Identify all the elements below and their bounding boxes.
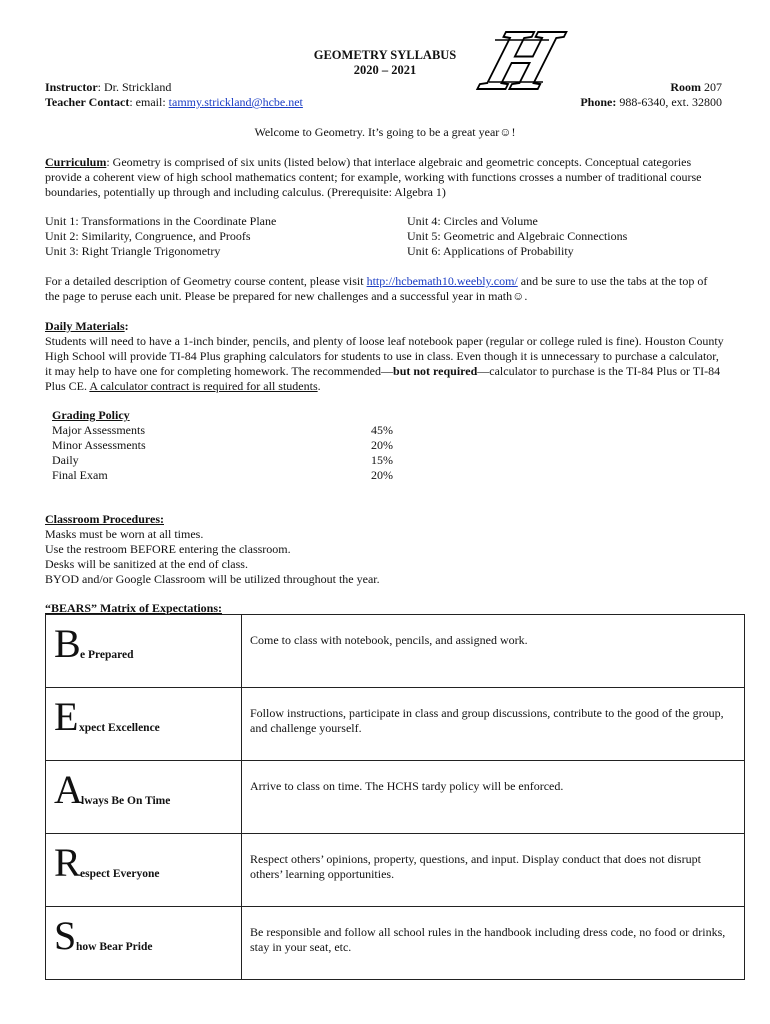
materials-text-2: —calculator to purchase is the TI-84 Plus or TI-84 Plus CE.	[45, 364, 721, 393]
grading-percent: 45%	[371, 423, 393, 437]
bears-key-cell	[46, 688, 242, 761]
table-row	[46, 615, 745, 688]
room-line	[670, 80, 722, 95]
room-label: Room	[670, 80, 701, 94]
grading-policy-title: Grading Policy	[52, 408, 130, 422]
bears-description: Arrive to class on time. The HCHS tardy policy will be enforced.	[242, 761, 745, 834]
units-left-column	[45, 214, 375, 259]
unit-item: Unit 2: Similarity, Congruence, and Proofs	[45, 229, 251, 243]
teacher-contact-line	[45, 95, 303, 110]
school-year: 2020 – 2021	[353, 63, 417, 77]
procedure-item: BYOD and/or Google Classroom will be utilized throughout the year.	[45, 572, 380, 586]
calculator-contract-note: A calculator contract is required for all students	[89, 379, 318, 393]
syllabus-title-block	[285, 48, 485, 78]
procedures-list	[45, 527, 725, 587]
procedure-item: Masks must be worn at all times.	[45, 527, 204, 541]
grading-row	[52, 468, 402, 483]
units-right-column	[407, 214, 737, 259]
materials-text-1: Students will need to have a 1-inch binder, pencils, and plenty of loose leaf notebook paper (regular or college ruled is fine). Houston County High School will provide TI-84 Plus graphing calculators for students to use in class. Even though it is unnecessary to purchase a calculator, it may help to have one for completing homework. The recommended—	[45, 334, 724, 378]
grading-category: Major Assessments	[52, 423, 145, 437]
syllabus-title: GEOMETRY SYLLABUS	[313, 48, 457, 62]
grading-category: Final Exam	[52, 468, 108, 482]
bears-description: Follow instructions, participate in class and group discussions, contribute to the good of the group, and challenge yourself.	[242, 688, 745, 761]
course-website-link[interactable]: http://hcbemath10.weebly.com/	[366, 274, 518, 288]
unit-item: Unit 5: Geometric and Algebraic Connections	[407, 229, 628, 243]
instructor-value: : Dr. Strickland	[97, 80, 172, 94]
table-row	[46, 688, 745, 761]
teacher-email-link[interactable]: tammy.strickland@hcbe.net	[168, 95, 303, 109]
curriculum-paragraph	[45, 155, 725, 200]
unit-item: Unit 3: Right Triangle Trigonometry	[45, 244, 221, 258]
instructor-line	[45, 80, 171, 95]
bears-letter: R	[54, 840, 81, 885]
daily-materials-label: Daily Materials	[45, 319, 125, 333]
bears-key-cell	[46, 907, 242, 980]
daily-materials-heading: Daily Materials:	[45, 319, 129, 333]
bears-word: xpect Excellence	[79, 722, 160, 734]
unit-item: Unit 4: Circles and Volume	[407, 214, 538, 228]
grading-percent: 20%	[371, 468, 393, 482]
grading-category: Daily	[52, 453, 79, 467]
bears-matrix-title: “BEARS” Matrix of Expectations:	[45, 601, 222, 615]
bears-letter: B	[54, 621, 81, 666]
bears-letter: S	[54, 913, 77, 958]
bears-letter: A	[54, 767, 83, 812]
phone-line	[580, 95, 722, 110]
grading-row	[52, 453, 402, 468]
school-logo	[473, 12, 570, 107]
bears-word: lways Be On Time	[81, 795, 171, 807]
bears-word: how Bear Pride	[76, 941, 153, 953]
course-content-paragraph	[45, 274, 725, 304]
grading-percent: 20%	[371, 438, 393, 452]
table-row	[46, 907, 745, 980]
curriculum-text: : Geometry is comprised of six units (listed below) that interlace algebraic and geometric concepts. Conceptual categories provide a coherent view of high school mathematics content; for example, working with functions crosses a number of traditional course boundaries, potentially up through and including calculus. (Prerequisite: Algebra 1)	[45, 155, 702, 199]
unit-item: Unit 1: Transformations in the Coordinate Plane	[45, 214, 277, 228]
bears-description: Respect others’ opinions, property, questions, and input. Display conduct that does not disrupt others’ learning opportunities.	[242, 834, 745, 907]
daily-materials-paragraph: Students will need to have a 1-inch binder, pencils, and plenty of loose leaf notebook paper (regular or college ruled is fine). Houston County High School will provide TI-84 Plus graphing calculators for students to use in class. Even though it is unnecessary to purchase a calculator, it may help to have one for completing homework. The recommended—but not required—calculator to purchase is the TI-84 Plus or TI-84 Plus CE. A calculator contract is required for all students.	[45, 334, 724, 393]
table-row	[46, 761, 745, 834]
bears-letter: E	[54, 694, 79, 739]
bears-key-cell	[46, 761, 242, 834]
course-content-after: and be sure to use the tabs at the top of the page to peruse each unit. Please be prepared for new challenges and a successful year in math☺.	[45, 274, 708, 303]
logo-letter: H	[473, 12, 570, 107]
procedure-item: Desks will be sanitized at the end of class.	[45, 557, 248, 571]
room-value: 207	[701, 80, 722, 94]
unit-item: Unit 6: Applications of Probability	[407, 244, 574, 258]
curriculum-label: Curriculum	[45, 155, 107, 169]
bears-description: Be responsible and follow all school rules in the handbook including dress code, no food or drinks, stay in your seat, etc.	[242, 907, 745, 980]
phone-value: 988-6340, ext. 32800	[616, 95, 722, 109]
phone-label: Phone:	[580, 95, 617, 109]
grading-row	[52, 423, 402, 438]
classroom-procedures-title: Classroom Procedures:	[45, 512, 164, 526]
grading-row	[52, 438, 402, 453]
bears-word: espect Everyone	[80, 868, 160, 880]
instructor-label: Instructor	[45, 80, 98, 94]
welcome-text: Welcome to Geometry. It’s going to be a great year☺!	[254, 125, 516, 139]
bears-key-cell	[46, 834, 242, 907]
contact-prefix: : email:	[129, 95, 169, 109]
bears-key-cell	[46, 615, 242, 688]
procedure-item: Use the restroom BEFORE entering the classroom.	[45, 542, 291, 556]
bears-description: Come to class with notebook, pencils, and assigned work.	[242, 615, 745, 688]
materials-bold-text: but not required	[393, 364, 478, 378]
table-row	[46, 834, 745, 907]
course-content-before: For a detailed description of Geometry course content, please visit	[45, 274, 367, 288]
grading-category: Minor Assessments	[52, 438, 146, 452]
teacher-contact-label: Teacher Contact	[45, 95, 130, 109]
bears-word: e Prepared	[80, 649, 134, 661]
grading-percent: 15%	[371, 453, 393, 467]
bears-matrix-table	[45, 614, 745, 980]
